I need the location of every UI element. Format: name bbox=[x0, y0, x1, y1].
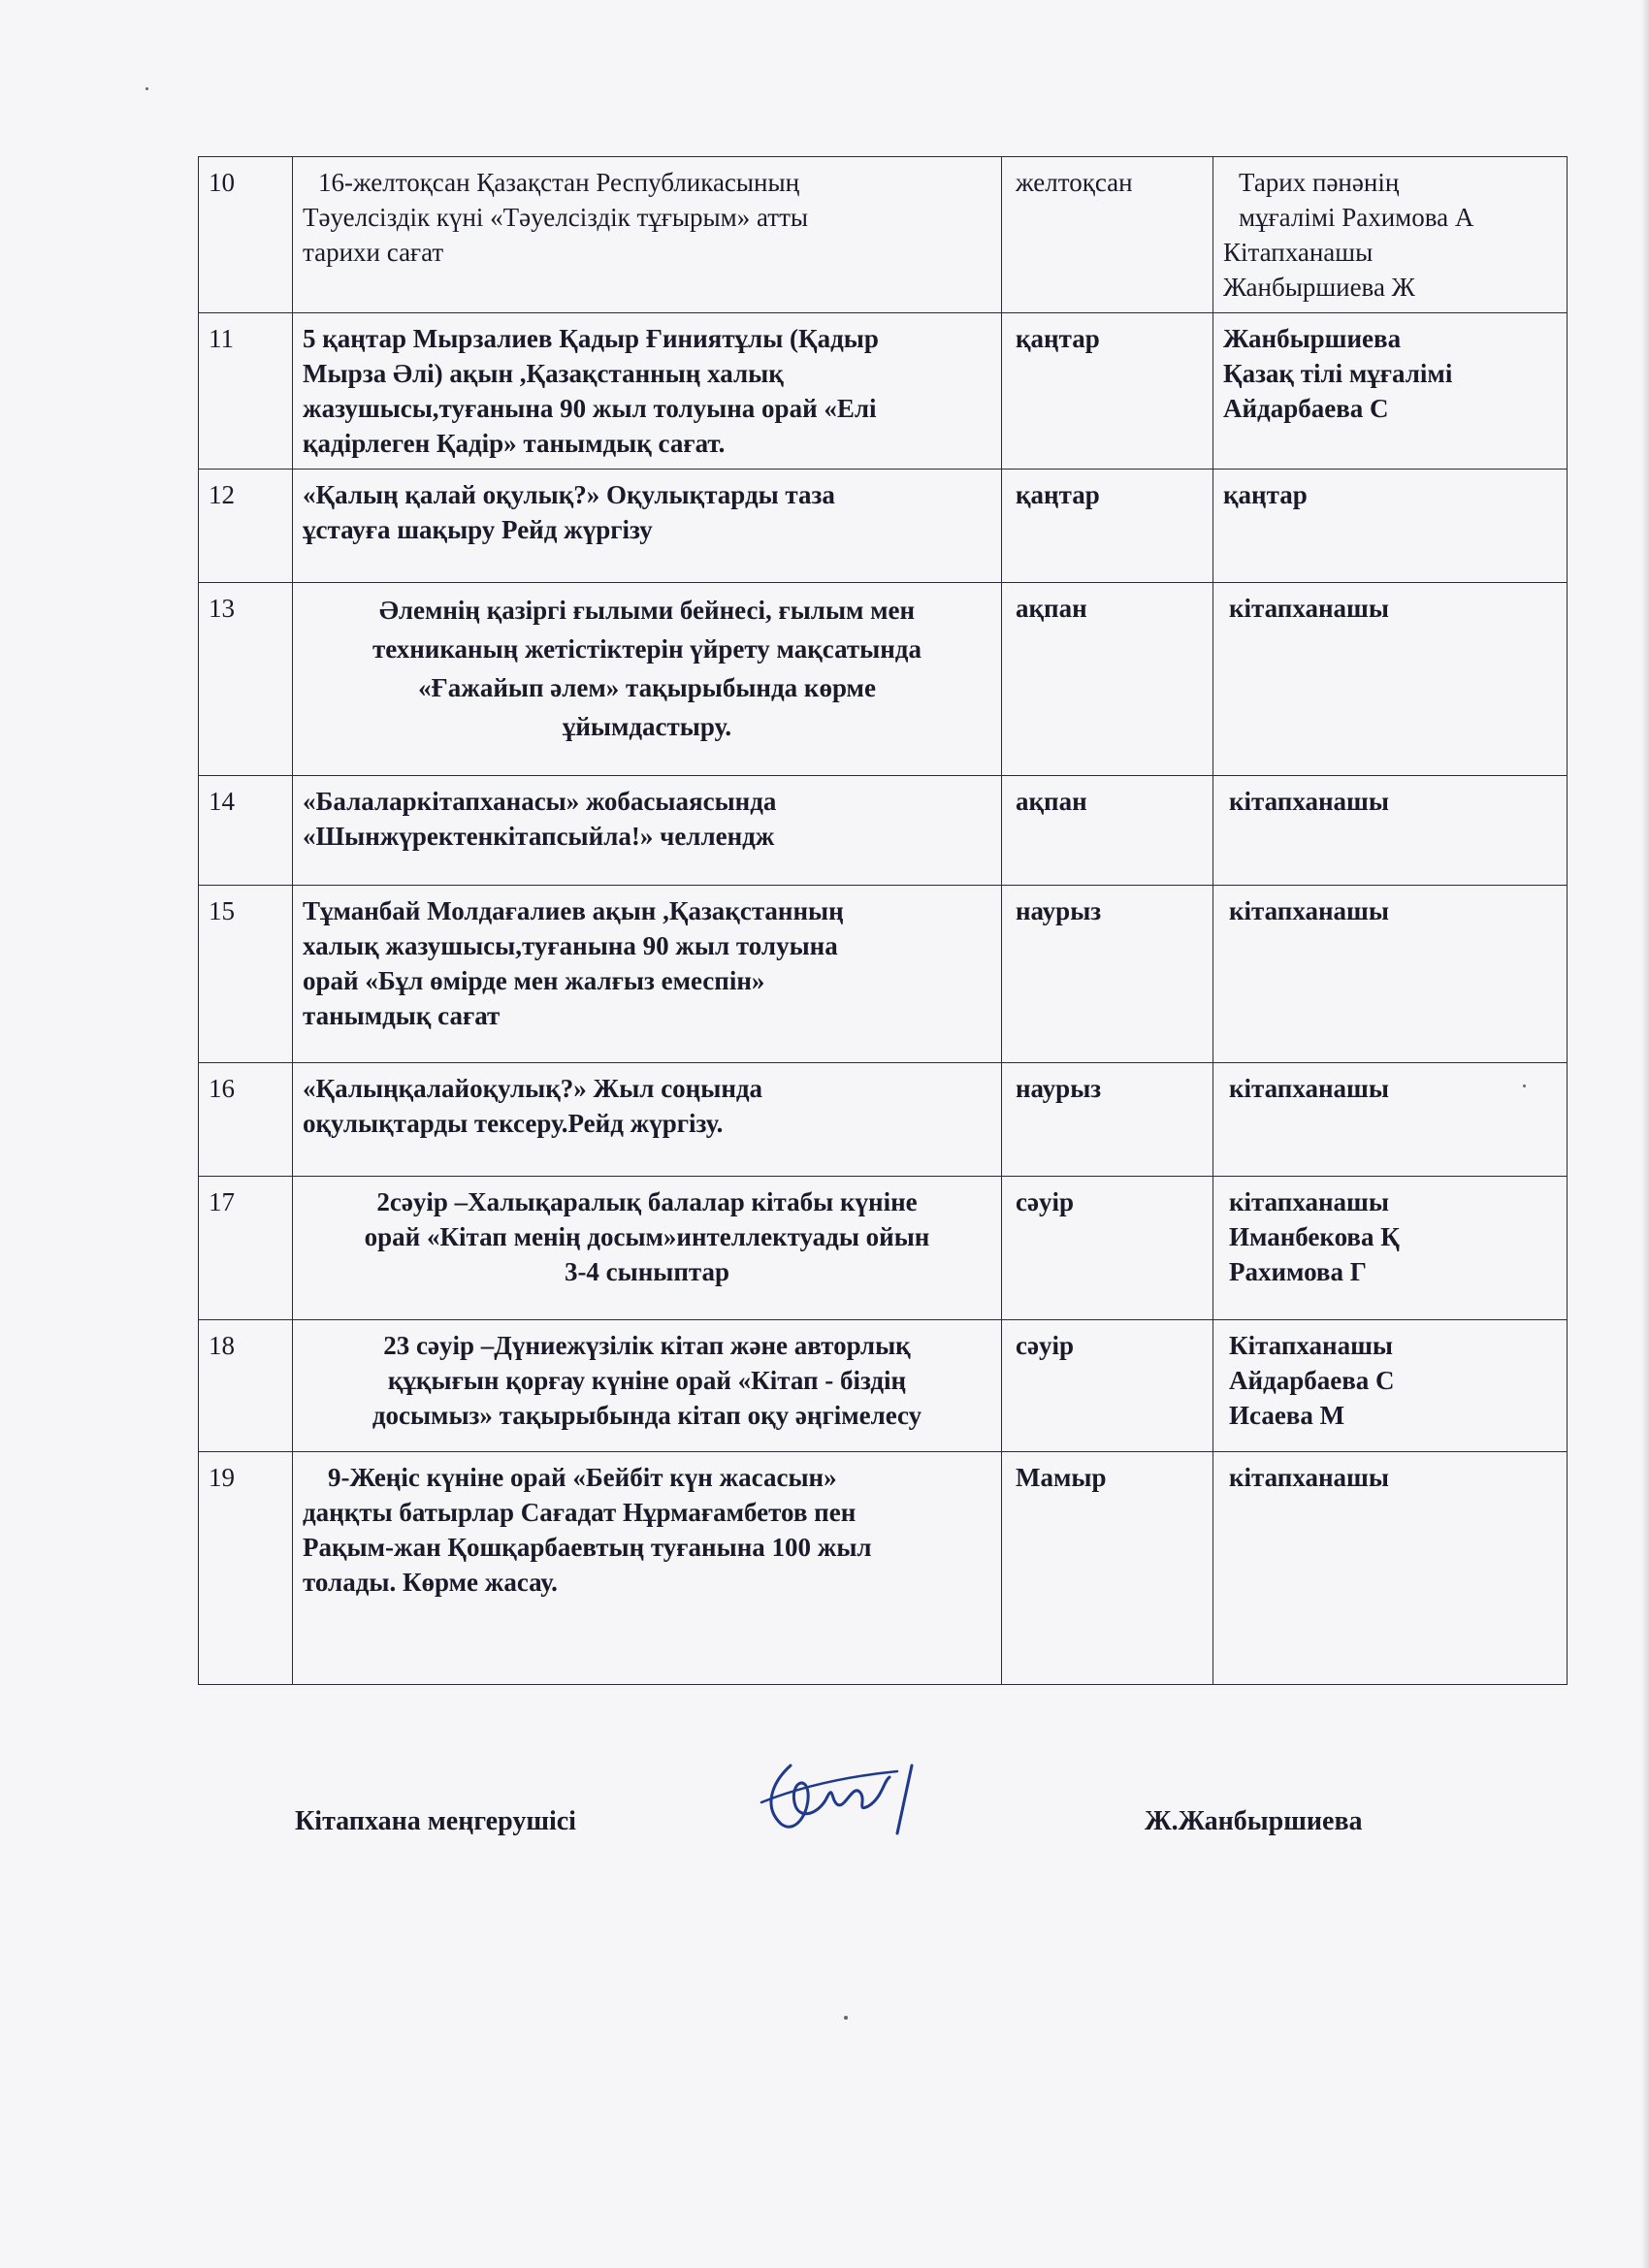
responsible-line: мұғалімі Рахимова А bbox=[1239, 203, 1474, 232]
event-description bbox=[293, 470, 1002, 583]
table-row bbox=[199, 776, 1568, 886]
table-row bbox=[199, 313, 1568, 470]
responsible-line: кітапханашы bbox=[1229, 896, 1389, 925]
table-row bbox=[199, 470, 1568, 583]
event-line: Әлемнің қазіргі ғылыми бейнесі, ғылым мен bbox=[378, 596, 916, 625]
event-line: қадірлеген Қадір» танымдық сағат. bbox=[303, 429, 726, 458]
responsible-person bbox=[1213, 776, 1568, 886]
event-line: толады. Көрме жасау. bbox=[303, 1568, 558, 1597]
event-line: 9-Жеңіс күніне орай «Бейбіт күн жасасын» bbox=[328, 1463, 837, 1492]
event-line: Мырза Әлі) ақын ,Қазақстанның халық bbox=[303, 359, 784, 388]
responsible-person bbox=[1213, 583, 1568, 776]
event-line: Рақым-жан Қошқарбаевтың туғанына 100 жыл bbox=[303, 1533, 872, 1562]
responsible-line: қаңтар bbox=[1223, 480, 1308, 509]
responsible-line: Иманбекова Қ bbox=[1229, 1222, 1400, 1251]
table-row bbox=[199, 1320, 1568, 1452]
row-number: 11 bbox=[199, 313, 293, 470]
event-line: «Қалың қалай оқулық?» Оқулықтарды таза bbox=[303, 480, 835, 509]
responsible-line: кітапханашы bbox=[1229, 1187, 1389, 1216]
responsible-person bbox=[1213, 1320, 1568, 1452]
responsible-line: кітапханашы bbox=[1229, 787, 1389, 816]
event-description bbox=[293, 886, 1002, 1063]
event-line: құқығын қорғау күніне орай «Кітап - біздің bbox=[387, 1366, 907, 1395]
scan-speck bbox=[146, 87, 148, 90]
event-line: досымыз» тақырыбында кітап оқу әңгімелесу bbox=[372, 1401, 922, 1430]
row-number: 12 bbox=[199, 470, 293, 583]
event-line: «Қалыңқалайоқулық?» Жыл соңында bbox=[303, 1074, 763, 1103]
event-line: 23 сәуір –Дүниежүзілік кітап және авторлық bbox=[383, 1331, 911, 1360]
responsible-person bbox=[1213, 886, 1568, 1063]
responsible-line: Тарих пәнәнің bbox=[1239, 168, 1400, 197]
responsible-person bbox=[1213, 313, 1568, 470]
event-date: желтоқсан bbox=[1002, 157, 1213, 313]
row-number: 13 bbox=[199, 583, 293, 776]
responsible-line: Жанбыршиева bbox=[1223, 324, 1402, 353]
event-line: орай «Кітап менің досым»интеллектуады ойын bbox=[364, 1222, 930, 1251]
table-row bbox=[199, 886, 1568, 1063]
responsible-person bbox=[1213, 470, 1568, 583]
responsible-person bbox=[1213, 157, 1568, 313]
event-date: сәуір bbox=[1002, 1177, 1213, 1320]
responsible-line: кітапханашы bbox=[1229, 1074, 1389, 1103]
row-number: 19 bbox=[199, 1452, 293, 1685]
table-row bbox=[199, 157, 1568, 313]
event-date: наурыз bbox=[1002, 1063, 1213, 1177]
event-date: қаңтар bbox=[1002, 470, 1213, 583]
responsible-person bbox=[1213, 1177, 1568, 1320]
event-date: ақпан bbox=[1002, 583, 1213, 776]
table-row bbox=[199, 1177, 1568, 1320]
event-description bbox=[293, 157, 1002, 313]
responsible-line: Айдарбаева С bbox=[1223, 394, 1389, 423]
responsible-line: Исаева М bbox=[1229, 1401, 1345, 1430]
event-line: «Шынжүректенкітапсыйла!» челлендж bbox=[303, 822, 775, 851]
scan-speck bbox=[844, 2016, 848, 2020]
responsible-line: Қазақ тілі мұғалімі bbox=[1223, 359, 1453, 388]
event-line: жазушысы,туғанына 90 жыл толуына орай «Елі bbox=[303, 394, 877, 423]
event-line: техниканың жетістіктерін үйрету мақсатында bbox=[372, 634, 922, 664]
event-line: халық жазушысы,туғанына 90 жыл толуына bbox=[303, 931, 838, 960]
event-line: Тұманбай Молдағалиев ақын ,Қазақстанның bbox=[303, 896, 844, 925]
event-description bbox=[293, 1320, 1002, 1452]
event-description bbox=[293, 1063, 1002, 1177]
event-line: Тәуелсіздік күні «Тәуелсіздік тұғырым» атты bbox=[303, 203, 809, 232]
responsible-line: Рахимова Г bbox=[1229, 1257, 1367, 1286]
event-line: 16-желтоқсан Қазақстан Республикасының bbox=[318, 168, 800, 197]
responsible-person bbox=[1213, 1452, 1568, 1685]
responsible-line: Кітапханашы bbox=[1229, 1331, 1393, 1360]
event-description bbox=[293, 583, 1002, 776]
row-number: 18 bbox=[199, 1320, 293, 1452]
event-date: сәуір bbox=[1002, 1320, 1213, 1452]
responsible-line: Айдарбаева С bbox=[1229, 1366, 1395, 1395]
event-date: наурыз bbox=[1002, 886, 1213, 1063]
row-number: 15 bbox=[199, 886, 293, 1063]
event-description bbox=[293, 1177, 1002, 1320]
event-line: оқулықтарды тексеру.Рейд жүргізу. bbox=[303, 1109, 724, 1138]
row-number: 14 bbox=[199, 776, 293, 886]
event-date: Мамыр bbox=[1002, 1452, 1213, 1685]
event-description bbox=[293, 1452, 1002, 1685]
event-date: ақпан bbox=[1002, 776, 1213, 886]
event-description bbox=[293, 313, 1002, 470]
event-line: 2сәуір –Халықаралық балалар кітабы күніне bbox=[376, 1187, 918, 1216]
table-row bbox=[199, 1063, 1568, 1177]
row-number: 16 bbox=[199, 1063, 293, 1177]
table-row bbox=[199, 1452, 1568, 1685]
event-line: танымдық сағат bbox=[303, 1001, 501, 1030]
responsible-person bbox=[1213, 1063, 1568, 1177]
responsible-line: кітапханашы bbox=[1229, 1463, 1389, 1492]
event-line: 3-4 сыныптар bbox=[564, 1257, 730, 1286]
event-line: «Балаларкітапханасы» жобасыаясында bbox=[303, 787, 777, 816]
head-librarian-name: Ж.Жанбыршиева bbox=[1145, 1806, 1363, 1836]
event-line: ұйымдастыру. bbox=[562, 712, 732, 741]
event-line: даңқты батырлар Сағадат Нұрмағамбетов пен bbox=[303, 1498, 857, 1527]
responsible-line: кітапханашы bbox=[1229, 594, 1389, 623]
responsible-line: Кітапханашы bbox=[1223, 238, 1374, 267]
events-plan-table bbox=[198, 156, 1568, 1685]
event-line: орай «Бұл өмірде мен жалғыз емеспін» bbox=[303, 966, 765, 995]
row-number: 17 bbox=[199, 1177, 293, 1320]
page-edge bbox=[1641, 0, 1649, 2268]
table-row bbox=[199, 583, 1568, 776]
signature-image bbox=[752, 1754, 946, 1841]
head-librarian-title: Кітапхана меңгерушісі bbox=[295, 1806, 576, 1836]
responsible-line: Жанбыршиева Ж bbox=[1223, 273, 1415, 302]
event-line: «Ғажайып әлем» тақырыбында көрме bbox=[418, 673, 876, 702]
event-description bbox=[293, 776, 1002, 886]
event-date: қаңтар bbox=[1002, 313, 1213, 470]
event-line: ұстауға шақыру Рейд жүргізу bbox=[303, 515, 653, 544]
event-line: 5 қаңтар Мырзалиев Қадыр Ғиниятұлы (Қадыр bbox=[303, 324, 879, 353]
row-number: 10 bbox=[199, 157, 293, 313]
event-line: тарихи сағат bbox=[303, 238, 444, 267]
